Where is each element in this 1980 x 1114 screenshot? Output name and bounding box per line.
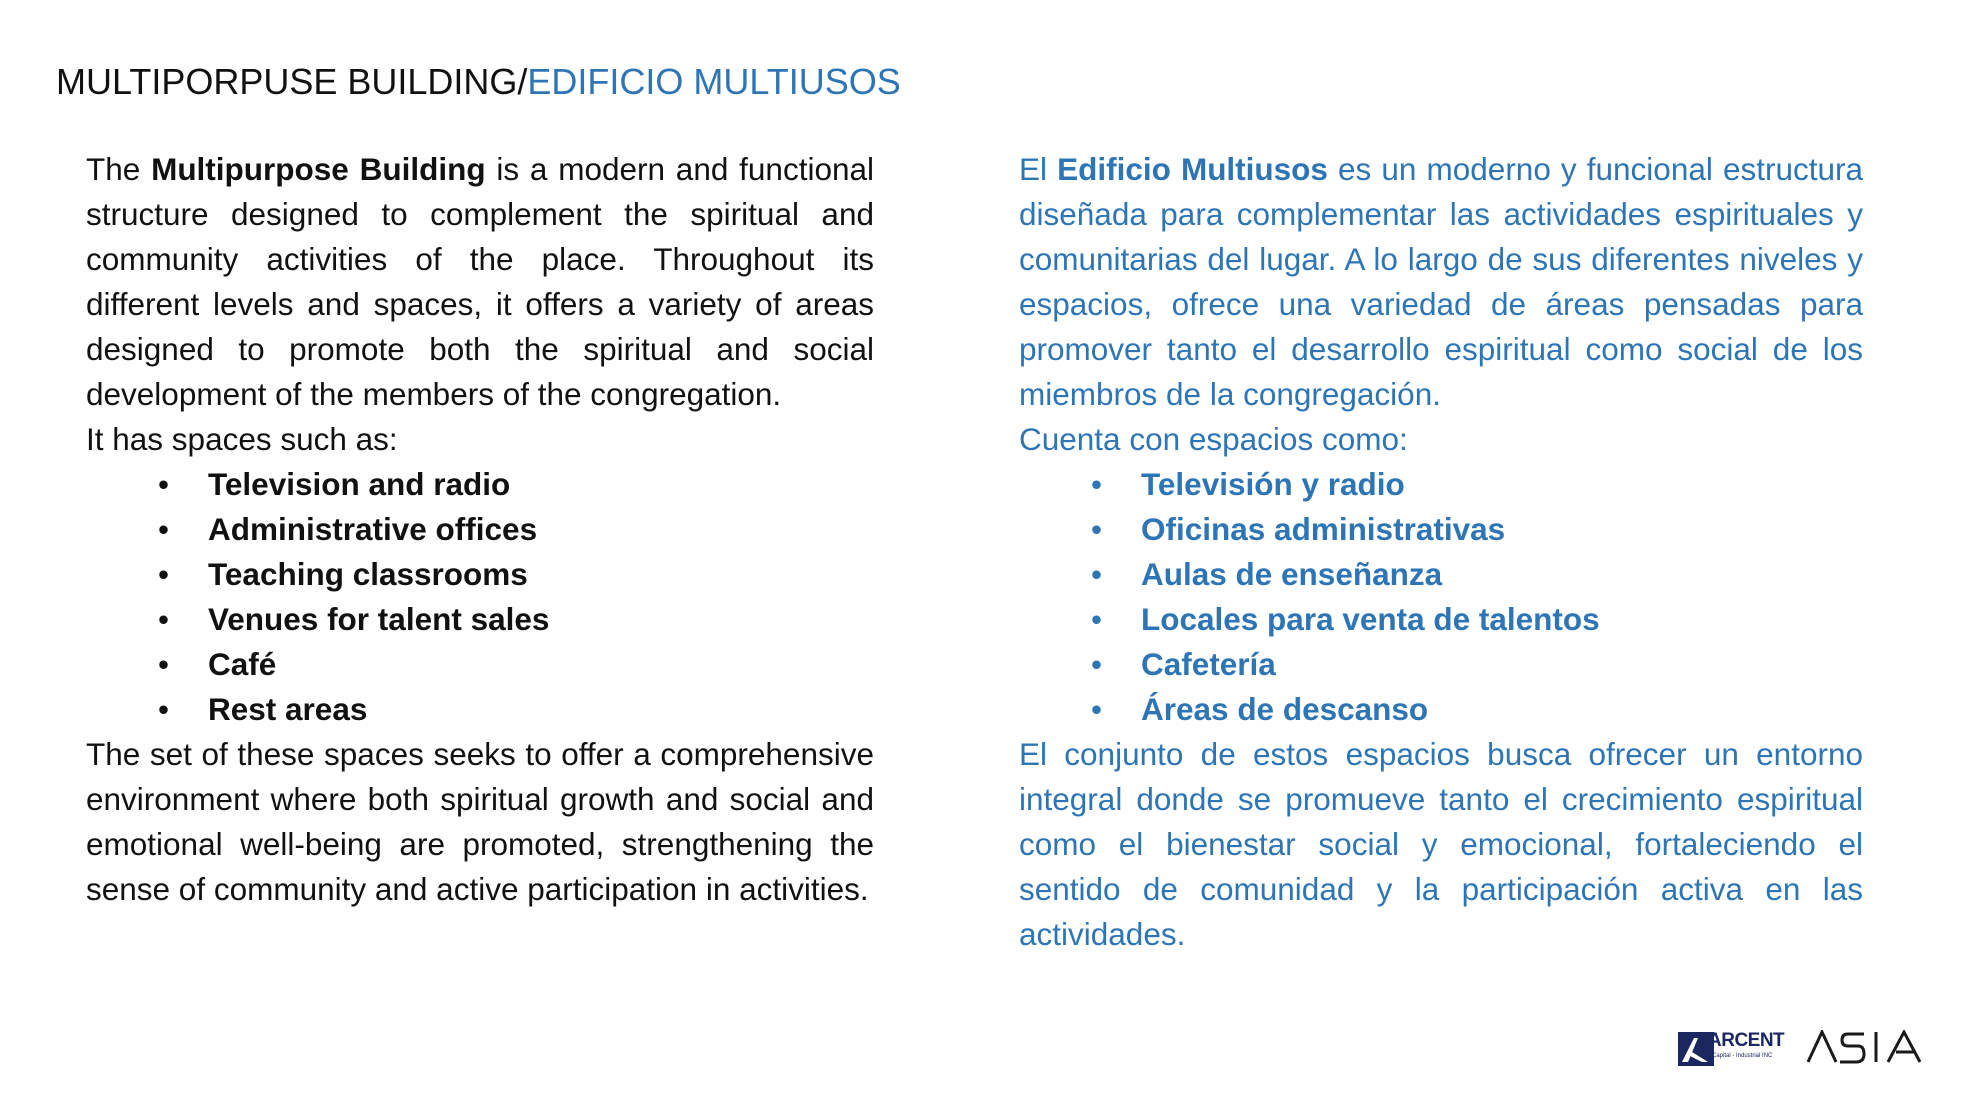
list-item — [1091, 597, 1863, 642]
list-item — [158, 642, 874, 687]
list-item — [158, 687, 874, 732]
english-building-name: Multipurpose Building — [151, 151, 486, 187]
list-item — [1091, 642, 1863, 687]
bullet-icon: • — [158, 556, 170, 592]
arcent-logo — [1678, 1028, 1796, 1066]
list-item — [158, 462, 874, 507]
english-intro-lead: The — [86, 151, 152, 187]
list-item-label: Cafetería — [1141, 646, 1276, 682]
english-spaces-list — [86, 462, 874, 732]
list-item-label: Áreas de descanso — [1141, 691, 1429, 727]
bullet-icon: • — [158, 511, 170, 547]
list-item — [1091, 507, 1863, 552]
list-item-label: Teaching classrooms — [208, 556, 528, 592]
list-item — [1091, 462, 1863, 507]
list-item-label: Oficinas administrativas — [1141, 511, 1506, 547]
bullet-icon: • — [1091, 646, 1103, 682]
list-item-label: Administrative offices — [208, 511, 538, 547]
spanish-spaces-list — [1019, 462, 1863, 732]
list-item-label: Locales para venta de talentos — [1141, 601, 1600, 637]
title-english: MULTIPORPUSE BUILDING/ — [56, 61, 528, 102]
spanish-column — [1019, 147, 1863, 957]
list-item-label: Television and radio — [208, 466, 511, 502]
title-spanish: EDIFICIO MULTIUSOS — [527, 61, 901, 102]
bullet-icon: • — [158, 691, 170, 727]
bullet-icon: • — [1091, 556, 1103, 592]
list-item-label: Aulas de enseñanza — [1141, 556, 1443, 592]
english-column — [86, 147, 874, 912]
bullet-icon: • — [158, 466, 170, 502]
page-title — [56, 58, 901, 106]
list-item — [158, 507, 874, 552]
list-item — [1091, 552, 1863, 597]
spanish-intro-paragraph — [1019, 147, 1863, 417]
list-item-label: Televisión y radio — [1141, 466, 1405, 502]
spanish-intro-text: es un moderno y funcional estructura diseñada para complementar las actividades espirituales y comunitarias del lugar. A lo largo de sus diferentes niveles y espacios, ofrece una variedad de áreas pensadas para promover tanto el desarrollo espiritual como social de los miembros de la congregación. — [1019, 151, 1863, 412]
footer-logos — [1678, 1028, 1936, 1070]
english-intro-paragraph — [86, 147, 874, 417]
arcent-wordmark: ARCENT — [1708, 1030, 1785, 1051]
spanish-closing-paragraph: El conjunto de estos espacios busca ofrecer un entorno integral donde se promueve tanto el crecimiento espiritual como el bienestar social y emocional, fortaleciendo el sentido de comunidad y la participación activa en las actividades. — [1019, 736, 1863, 952]
list-item-label: Venues for talent sales — [208, 601, 550, 637]
list-item-label: Rest areas — [208, 691, 368, 727]
list-item — [1091, 687, 1863, 732]
list-item — [158, 552, 874, 597]
spanish-intro-lead: El — [1019, 151, 1058, 187]
bullet-icon: • — [1091, 511, 1103, 547]
spanish-spaces-intro: Cuenta con espacios como: — [1019, 421, 1408, 457]
bullet-icon: • — [1091, 691, 1103, 727]
bullet-icon: • — [1091, 466, 1103, 502]
spanish-building-name: Edificio Multiusos — [1057, 151, 1328, 187]
asia-wordmark-icon — [1806, 1030, 1932, 1064]
english-intro-text: is a modern and functional structure designed to complement the spiritual and community activities of the place. Throughout its different levels and spaces, it offers a variety of areas designed to promote both the spiritual and social development of the members of the congregation. — [86, 151, 874, 412]
english-spaces-intro: It has spaces such as: — [86, 421, 398, 457]
bullet-icon: • — [158, 601, 170, 637]
list-item — [158, 597, 874, 642]
list-item-label: Café — [208, 646, 277, 682]
english-closing-paragraph: The set of these spaces seeks to offer a comprehensive environment where both spiritual growth and social and emotional well-being are promoted, strengthening the sense of community and active participation in activities. — [86, 736, 874, 907]
arcent-tagline: Capital - Industrial INC — [1712, 1053, 1773, 1059]
bullet-icon: • — [1091, 601, 1103, 637]
bullet-icon: • — [158, 646, 170, 682]
